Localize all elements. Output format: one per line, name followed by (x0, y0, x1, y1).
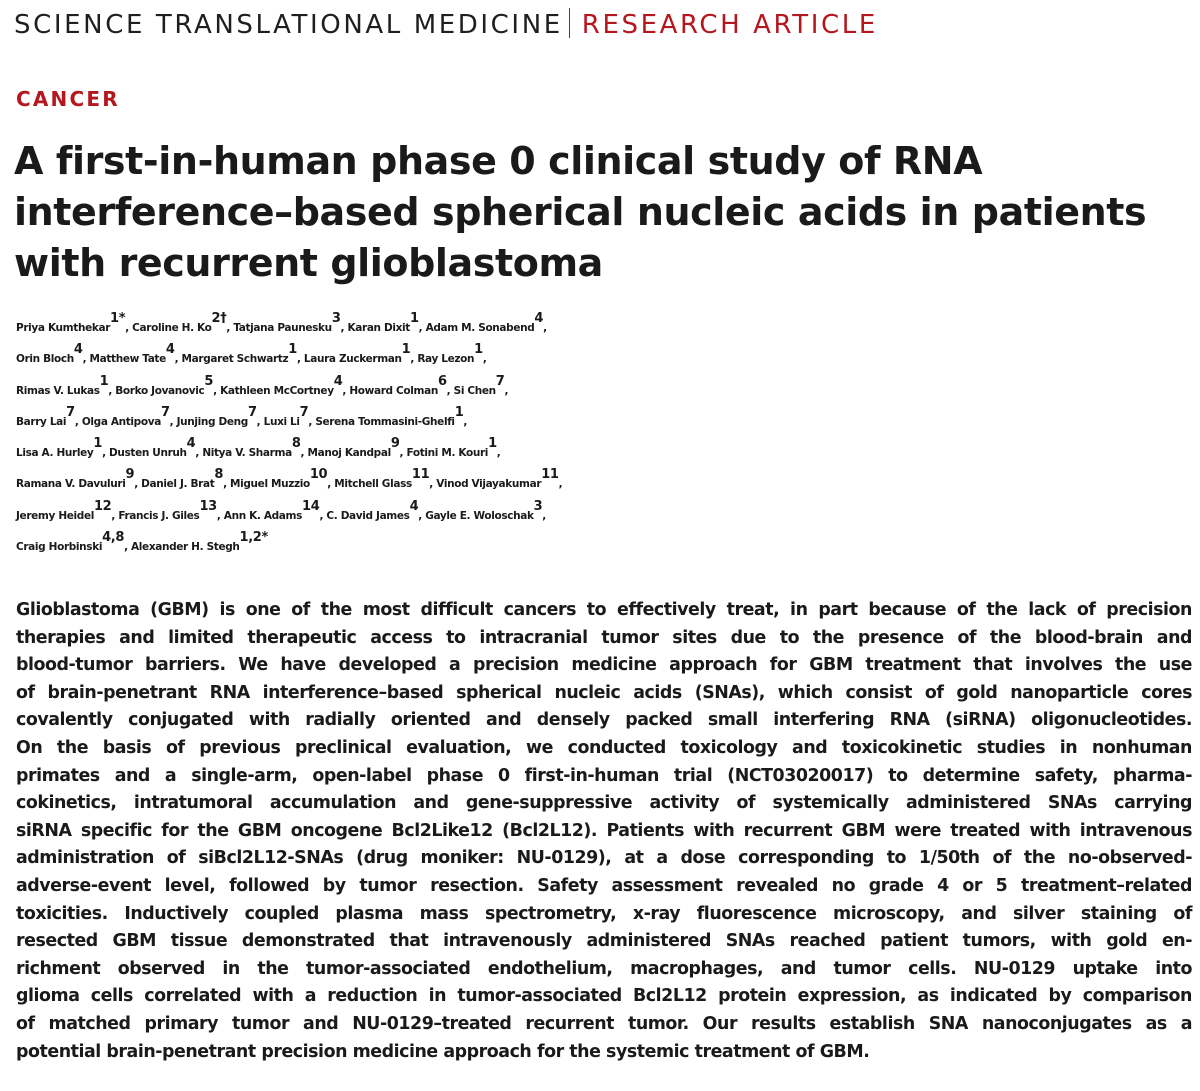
author (141, 467, 224, 491)
author (16, 436, 103, 460)
affiliation-marker: 5 (204, 373, 214, 389)
abstract-line: adverse-event level, followed by tumor resection. Safety assessment revealed no grade 4 or 5 treatment–related (16, 875, 1192, 896)
author (347, 311, 419, 334)
author-separator: , (111, 509, 119, 522)
author (230, 467, 328, 491)
author-name: Francis J. Giles (118, 509, 200, 522)
abstract-line: Glioblastoma (GBM) is one of the most difficult cancers to effectively treat, in part because of the lack of precision (16, 600, 1192, 620)
author-separator: , (418, 509, 426, 522)
author-name: Si Chen (453, 384, 496, 397)
author-line (16, 373, 1196, 407)
author-name: Junjing Deng (176, 415, 248, 428)
affiliation-marker: 4 (534, 311, 544, 326)
author-name: Rimas V. Lukas (16, 384, 100, 397)
journal-name: SCIENCE TRANSLATIONAL MEDICINE (14, 10, 563, 40)
author-name: Karan Dixit (347, 322, 410, 334)
affiliation-marker: 1* (110, 311, 126, 326)
author (16, 373, 109, 397)
article-title: A first-in-human phase 0 clinical study of RNA interference–based spherical nucleic acids in patients with recurrent glioblastoma (14, 139, 1147, 285)
affiliation-marker: 4 (73, 342, 83, 358)
author-name: Manoj Kandpal (307, 447, 391, 460)
abstract (16, 597, 1192, 1066)
author (131, 530, 268, 554)
author-separator: , (542, 509, 546, 522)
author-separator: , (340, 322, 348, 334)
affiliation-marker: 2† (211, 311, 227, 326)
author-separator: , (82, 353, 90, 366)
author-separator: , (124, 541, 132, 554)
author-separator: , (226, 322, 234, 334)
author-name: Alexander H. Stegh (131, 541, 240, 554)
affiliation-marker: 4,8 (102, 530, 125, 546)
author (16, 342, 83, 366)
abstract-line: siRNA specific for the GBM oncogene Bcl2Like12 (Bcl2L12). Patients with recurrent GBM were treated with intravenous (16, 820, 1192, 841)
affiliation-marker: 1 (99, 373, 109, 389)
abstract-line: blood-tumor barriers. We have developed a precision medicine approach for GBM treatment that involves the use (16, 655, 1192, 676)
author-separator: , (342, 384, 350, 397)
author-name: Howard Colman (349, 384, 438, 397)
affiliation-marker: 1 (93, 436, 103, 452)
author-name: Priya Kumthekar (16, 322, 111, 334)
author-name: Gayle E. Woloschak (425, 509, 534, 522)
affiliation-marker: 1 (488, 436, 497, 452)
author-separator: , (174, 353, 182, 366)
author-separator: , (410, 353, 418, 366)
affiliation-marker: 1 (409, 311, 419, 326)
affiliation-marker: 11 (541, 467, 559, 483)
author (417, 342, 483, 366)
author-separator: , (195, 447, 203, 460)
affiliation-marker: 7 (495, 373, 505, 389)
author-separator: , (319, 509, 327, 522)
abstract-line: potential brain-penetrant precision medicine approach for the systemic treatment of GBM. (16, 1041, 870, 1062)
article-type: RESEARCH ARTICLE (581, 10, 878, 40)
author-list (16, 313, 1196, 563)
abstract-line: covalently conjugated with radially oriented and densely packed small interfering RNA (siRNA) oligonucleotides. (16, 710, 1192, 731)
author-separator: , (256, 415, 264, 428)
affiliation-marker: 7 (247, 404, 257, 420)
author-separator: , (399, 447, 407, 460)
author-name: C. David James (326, 509, 410, 522)
author-line (16, 532, 1196, 563)
author-separator: , (108, 384, 116, 397)
author (16, 404, 75, 428)
author-separator: , (504, 384, 509, 397)
affiliation-marker: 13 (199, 498, 217, 514)
author (176, 404, 257, 428)
affiliation-marker: 4 (333, 373, 343, 389)
author-line (16, 404, 1196, 438)
author-separator: , (102, 447, 110, 460)
author (220, 373, 343, 397)
author-separator: , (300, 447, 308, 460)
author (89, 342, 175, 366)
affiliation-marker: 9 (125, 467, 135, 483)
author-separator: , (308, 415, 316, 428)
affiliation-marker: 9 (390, 436, 400, 452)
author-name: Orin Bloch (16, 353, 74, 366)
author (326, 498, 419, 522)
affiliation-marker: 6 (437, 373, 447, 389)
author-name: Mitchell Glass (334, 478, 412, 491)
subject-category: CANCER (16, 87, 120, 111)
author-separator: , (125, 322, 133, 334)
masthead-divider (569, 8, 570, 38)
author-line (16, 313, 1196, 344)
author-name: Margaret Schwartz (181, 353, 289, 366)
abstract-line: cokinetics, intratumoral accumulation and gene-suppressive activity of systemically administered SNAs carrying (16, 793, 1192, 814)
author-separator: , (216, 509, 224, 522)
affiliation-marker: 4 (186, 436, 196, 452)
author-name: Fotini M. Kouri (406, 447, 489, 460)
author-name: Ramana V. Davuluri (16, 478, 126, 491)
author (436, 467, 559, 491)
abstract-line: glioma cells correlated with a reduction in tumor-associated Bcl2L12 protein expression, as indicated by comparison (16, 986, 1192, 1007)
author-name: Tatjana Paunesku (233, 322, 332, 334)
author-line (16, 498, 1196, 532)
author-name: Craig Horbinski (16, 541, 103, 554)
author (425, 311, 544, 334)
author (334, 467, 430, 491)
author-line (16, 469, 1196, 500)
affiliation-marker: 1 (401, 342, 411, 358)
abstract-line: richment observed in the tumor-associated endothelium, macrophages, and tumor cells. NU-0129 uptake into (16, 958, 1192, 979)
affiliation-marker: 8 (214, 467, 224, 483)
abstract-line: toxicities. Inductively coupled plasma mass spectrometry, x-ray fluorescence microscopy, and silver staining of (16, 903, 1192, 924)
author-name: Kathleen McCortney (220, 384, 334, 397)
abstract-line: resected GBM tissue demonstrated that intravenously administered SNAs reached patient tumors, with gold en- (16, 931, 1192, 952)
author-name: Miguel Muzzio (230, 478, 310, 491)
author (181, 342, 297, 366)
author-separator: , (134, 478, 142, 491)
author (115, 373, 214, 397)
author-name: Luxi Li (263, 415, 300, 428)
author-name: Lisa A. Hurley (16, 447, 94, 460)
author-separator: , (213, 384, 221, 397)
affiliation-marker: 3 (331, 311, 341, 326)
author-name: Ann K. Adams (223, 509, 303, 522)
affiliation-marker: 11 (411, 467, 430, 483)
author (425, 498, 543, 522)
author-name: Dusten Unruh (109, 447, 187, 460)
author-separator: , (429, 478, 437, 491)
author-separator: , (223, 478, 231, 491)
abstract-line: On the basis of previous preclinical evaluation, we conducted toxicology and toxicokinetic studies in nonhuman (16, 737, 1192, 758)
author-name: Caroline H. Ko (132, 322, 212, 334)
author (202, 436, 301, 460)
author-name: Serena Tommasini-Ghelfi (315, 415, 455, 428)
author-separator: , (296, 353, 304, 366)
abstract-line: primates and a single-arm, open-label phase 0 first-in-human trial (NCT03020017) to determine safety, pharma- (16, 765, 1192, 786)
author (453, 373, 505, 397)
author (223, 498, 320, 522)
affiliation-marker: 10 (309, 467, 328, 483)
affiliation-marker: 8 (291, 436, 301, 452)
author-name: Borko Jovanovic (115, 384, 205, 397)
abstract-line: therapies and limited therapeutic access to intracranial tumor sites due to the presence of the blood-brain and (16, 627, 1192, 648)
author (303, 342, 411, 366)
affiliation-marker: 1,2* (239, 530, 268, 546)
author-name: Vinod Vijayakumar (436, 478, 542, 491)
author (16, 530, 125, 554)
author-name: Barry Lai (16, 415, 67, 428)
affiliation-marker: 14 (302, 498, 320, 514)
abstract-line: of brain-penetrant RNA interference–based spherical nucleic acids (SNAs), which consist of gold nanoparticle cores (16, 682, 1192, 703)
author (406, 436, 497, 460)
abstract-line: administration of siBcl2L12-SNAs (drug moniker: NU-0129), at a dose corresponding to 1/50th of the no-observed- (16, 848, 1192, 869)
author (118, 498, 217, 522)
affiliation-marker: 4 (409, 498, 419, 514)
affiliation-marker: 7 (160, 404, 170, 420)
affiliation-marker: 1 (454, 404, 464, 420)
author-separator: , (543, 322, 547, 334)
author (307, 436, 400, 460)
author (16, 467, 135, 491)
author-line (16, 344, 1196, 375)
author-name: Daniel J. Brat (141, 478, 215, 491)
author-name: Nitya V. Sharma (202, 447, 292, 460)
author-line (16, 438, 1196, 469)
author-name: Laura Zuckerman (303, 353, 402, 366)
author-separator: , (463, 415, 468, 428)
affiliation-marker: 7 (66, 404, 75, 420)
affiliation-marker: 4 (165, 342, 175, 358)
author (16, 498, 112, 522)
author (263, 404, 309, 428)
author-separator: , (496, 447, 501, 460)
author-separator: , (74, 415, 82, 428)
author (233, 311, 341, 334)
author (109, 436, 196, 460)
author-name: Ray Lezon (417, 353, 475, 366)
affiliation-marker: 12 (93, 498, 112, 514)
author-name: Olga Antipova (81, 415, 161, 428)
author (349, 373, 447, 397)
author-separator: , (169, 415, 177, 428)
author-separator: , (418, 322, 426, 334)
abstract-line: of matched primary tumor and NU-0129–treated recurrent tumor. Our results establish SNA nanoconjugates as a (16, 1013, 1192, 1034)
author-name: Adam M. Sonabend (425, 322, 535, 334)
author-separator: , (327, 478, 335, 491)
author (16, 311, 126, 334)
author (315, 404, 464, 428)
author-separator: , (482, 353, 487, 366)
author-name: Matthew Tate (89, 353, 166, 366)
affiliation-marker: 3 (533, 498, 543, 514)
journal-masthead (14, 8, 878, 42)
affiliation-marker: 1 (288, 342, 297, 358)
author (81, 404, 170, 428)
author-separator: , (446, 384, 454, 397)
author (132, 311, 227, 334)
affiliation-marker: 1 (474, 342, 483, 358)
author-name: Jeremy Heidel (16, 509, 94, 522)
author-separator: , (558, 478, 563, 491)
affiliation-marker: 7 (299, 404, 309, 420)
